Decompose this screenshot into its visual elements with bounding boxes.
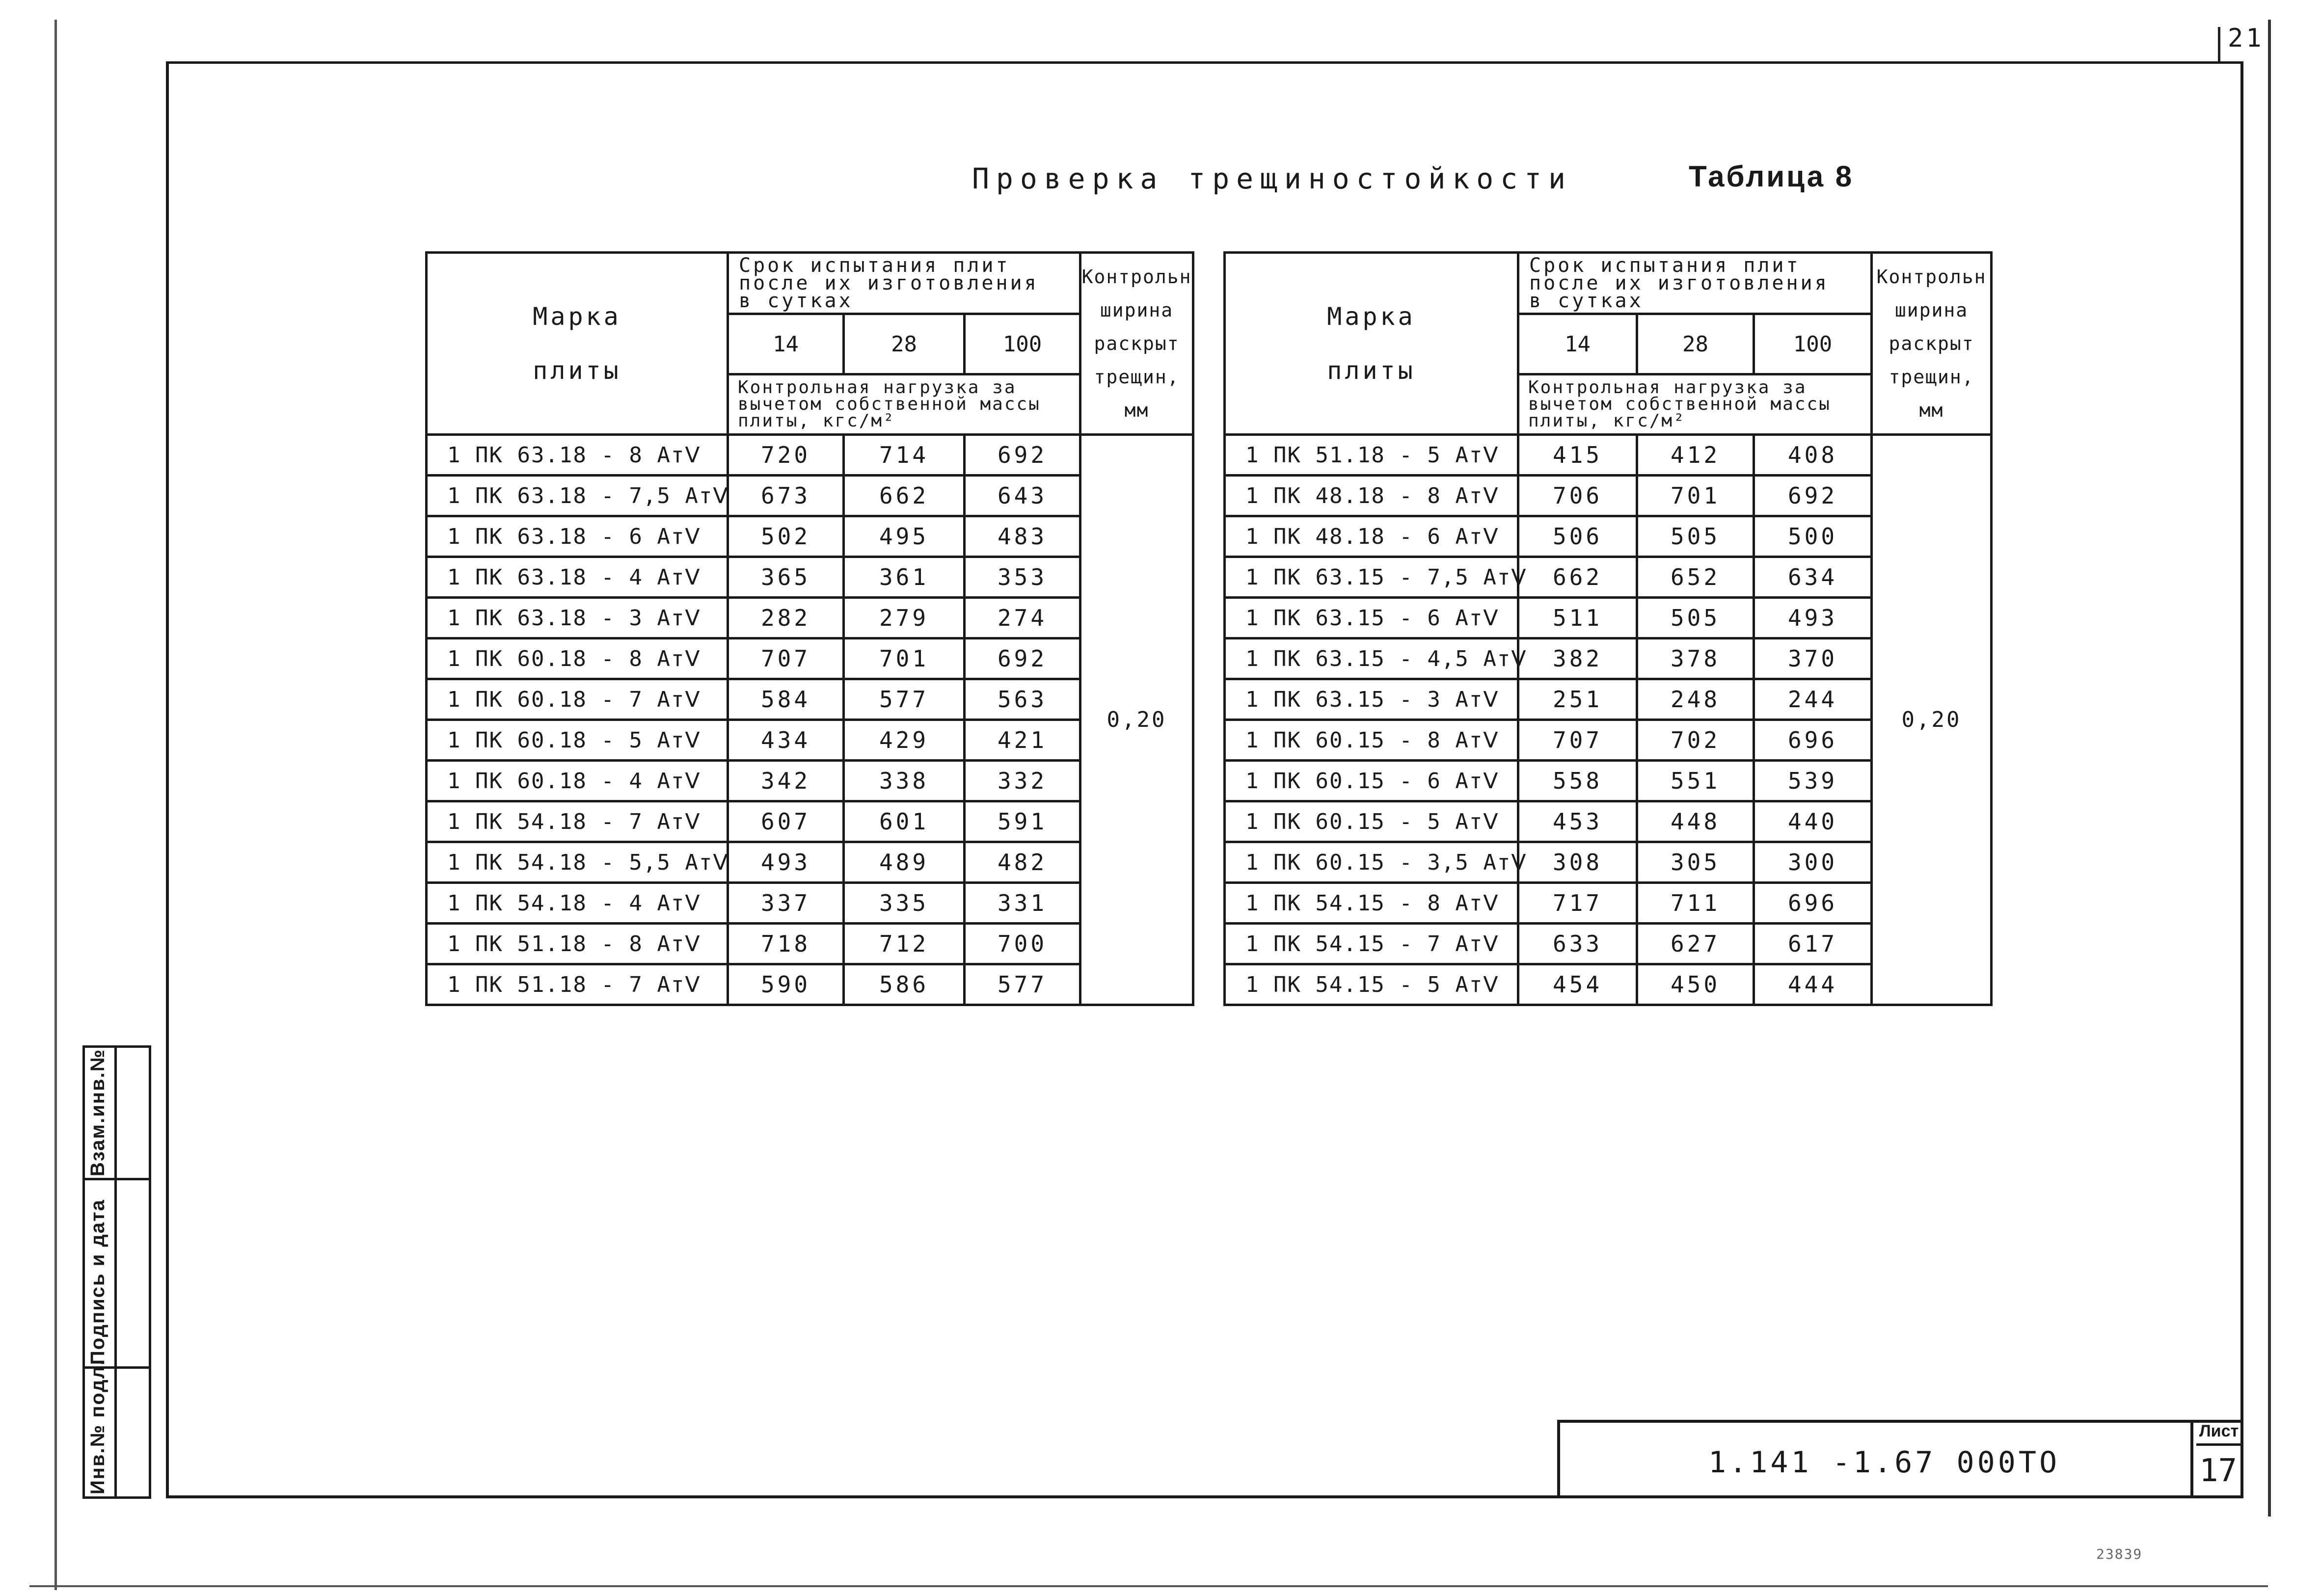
load-100-days: 444 [1754, 964, 1872, 1005]
load-28-days: 305 [1637, 842, 1754, 883]
table-row [427, 598, 1193, 638]
load-14-days: 706 [1518, 476, 1637, 516]
load-28-days: 505 [1637, 598, 1754, 638]
load-header [1518, 374, 1872, 435]
load-14-days: 415 [1518, 435, 1637, 476]
plate-mark: 1 ПК 60.15 - 8 АтⅤ [1225, 720, 1518, 761]
load-28-days: 248 [1637, 679, 1754, 720]
plate-mark: 1 ПК 63.15 - 7,5 АтⅤ [1225, 557, 1518, 598]
plate-mark: 1 ПК 54.18 - 5,5 АтⅤ [427, 842, 728, 883]
load-100-days: 353 [965, 557, 1080, 598]
load-14-days: 282 [728, 598, 844, 638]
load-28-days: 577 [844, 679, 965, 720]
load-28-days: 702 [1637, 720, 1754, 761]
load-100-days: 332 [965, 761, 1080, 801]
table-body-left [427, 435, 1193, 1005]
load-28-days: 701 [1637, 476, 1754, 516]
load-line1: Контрольная нагрузка за [738, 377, 1017, 398]
table-body-right [1225, 435, 1992, 1005]
corner-tick [2218, 27, 2220, 64]
mark-header-line2: плиты [1327, 356, 1416, 385]
table-row [427, 638, 1193, 679]
table-row [427, 516, 1193, 557]
load-28-days: 338 [844, 761, 965, 801]
load-14-days: 707 [728, 638, 844, 679]
period-header [1518, 253, 1872, 314]
load-28-days: 335 [844, 883, 965, 924]
plate-mark: 1 ПК 51.18 - 8 АтⅤ [427, 924, 728, 964]
crack-table-left [425, 251, 1194, 1006]
load-100-days: 700 [965, 924, 1080, 964]
load-28-days: 378 [1637, 638, 1754, 679]
plate-mark: 1 ПК 63.18 - 6 АтⅤ [427, 516, 728, 557]
table-row [427, 720, 1193, 761]
plate-mark: 1 ПК 54.18 - 7 АтⅤ [427, 801, 728, 842]
load-100-days: 617 [1754, 924, 1872, 964]
crack-width-value: 0,20 [1080, 435, 1193, 1005]
load-14-days: 502 [728, 516, 844, 557]
plate-mark: 1 ПК 60.18 - 5 АтⅤ [427, 720, 728, 761]
ctrl-line1: Контрольн [1081, 266, 1192, 288]
load-100-days: 300 [1754, 842, 1872, 883]
load-28-days: 448 [1637, 801, 1754, 842]
load-28-days: 586 [844, 964, 965, 1005]
replace-inv-label: Взам.инв.№ [87, 1048, 108, 1176]
load-14-days: 453 [1518, 801, 1637, 842]
header-row-1 [1225, 253, 1992, 314]
binding-sidebar [82, 1045, 151, 1499]
table-row [1225, 435, 1992, 476]
load-14-days: 434 [728, 720, 844, 761]
load-100-days: 483 [965, 516, 1080, 557]
table-row [427, 679, 1193, 720]
load-28-days: 489 [844, 842, 965, 883]
load-100-days: 408 [1754, 435, 1872, 476]
archive-mark: 23839 [2096, 1546, 2143, 1562]
table-row [427, 476, 1193, 516]
sheet-number: 17 [2199, 1453, 2238, 1489]
load-14-days: 454 [1518, 964, 1637, 1005]
load-100-days: 274 [965, 598, 1080, 638]
load-28-days: 662 [844, 476, 965, 516]
load-14-days: 308 [1518, 842, 1637, 883]
sidebar-cell-replace [85, 1048, 149, 1180]
load-28-days: 712 [844, 924, 965, 964]
load-line2: вычетом собственной массы [738, 394, 1041, 414]
plate-mark: 1 ПК 60.18 - 4 АтⅤ [427, 761, 728, 801]
load-100-days: 244 [1754, 679, 1872, 720]
load-header [728, 374, 1080, 435]
day-28-header: 28 [844, 314, 965, 374]
plate-mark: 1 ПК 48.18 - 6 АтⅤ [1225, 516, 1518, 557]
day-14-header: 14 [728, 314, 844, 374]
header-row-1 [427, 253, 1193, 314]
period-line1: Срок испытания плит [1529, 254, 1801, 277]
load-14-days: 718 [728, 924, 844, 964]
plate-mark: 1 ПК 51.18 - 5 АтⅤ [1225, 435, 1518, 476]
crack-width-header [1080, 253, 1193, 435]
load-28-days: 714 [844, 435, 965, 476]
period-line3: в сутках [739, 290, 853, 312]
load-14-days: 342 [728, 761, 844, 801]
sheet-label: Лист [2196, 1422, 2241, 1446]
load-28-days: 652 [1637, 557, 1754, 598]
load-14-days: 382 [1518, 638, 1637, 679]
plate-mark: 1 ПК 63.15 - 4,5 АтⅤ [1225, 638, 1518, 679]
load-28-days: 711 [1637, 883, 1754, 924]
ctrl-line2: ширина [1100, 299, 1174, 321]
load-28-days: 495 [844, 516, 965, 557]
load-14-days: 720 [728, 435, 844, 476]
plate-mark: 1 ПК 54.15 - 5 АтⅤ [1225, 964, 1518, 1005]
plate-mark: 1 ПК 60.15 - 6 АтⅤ [1225, 761, 1518, 801]
sheet-edge-right [2268, 20, 2271, 1516]
ctrl-line4: трещин, [1889, 366, 1974, 388]
load-14-days: 717 [1518, 883, 1637, 924]
load-14-days: 511 [1518, 598, 1637, 638]
load-28-days: 627 [1637, 924, 1754, 964]
mark-header-line1: Марка [1327, 302, 1416, 331]
load-line2: вычетом собственной массы [1528, 394, 1831, 414]
load-100-days: 493 [1754, 598, 1872, 638]
load-100-days: 500 [1754, 516, 1872, 557]
load-14-days: 493 [728, 842, 844, 883]
load-line3: плиты, кгс/м² [738, 411, 895, 431]
load-14-days: 584 [728, 679, 844, 720]
mark-header-line1: Марка [533, 302, 621, 331]
ctrl-line1: Контрольн [1876, 266, 1987, 288]
load-28-days: 505 [1637, 516, 1754, 557]
load-14-days: 673 [728, 476, 844, 516]
load-100-days: 643 [965, 476, 1080, 516]
period-line3: в сутках [1529, 290, 1644, 312]
load-100-days: 591 [965, 801, 1080, 842]
plate-mark: 1 ПК 51.18 - 7 АтⅤ [427, 964, 728, 1005]
inv-no-label: Инв.№ подл. [87, 1358, 108, 1494]
load-100-days: 577 [965, 964, 1080, 1005]
ctrl-line4: трещин, [1094, 366, 1180, 388]
load-line1: Контрольная нагрузка за [1528, 377, 1807, 398]
load-100-days: 421 [965, 720, 1080, 761]
plate-mark: 1 ПК 63.18 - 8 АтⅤ [427, 435, 728, 476]
plate-mark: 1 ПК 60.18 - 8 АтⅤ [427, 638, 728, 679]
load-14-days: 662 [1518, 557, 1637, 598]
load-100-days: 331 [965, 883, 1080, 924]
load-14-days: 633 [1518, 924, 1637, 964]
load-100-days: 563 [965, 679, 1080, 720]
load-14-days: 365 [728, 557, 844, 598]
plate-mark: 1 ПК 60.15 - 3,5 АтⅤ [1225, 842, 1518, 883]
load-28-days: 601 [844, 801, 965, 842]
load-14-days: 607 [728, 801, 844, 842]
load-100-days: 482 [965, 842, 1080, 883]
plate-mark: 1 ПК 63.18 - 3 АтⅤ [427, 598, 728, 638]
load-100-days: 696 [1754, 883, 1872, 924]
load-28-days: 429 [844, 720, 965, 761]
period-line1: Срок испытания плит [739, 254, 1010, 277]
plate-mark: 1 ПК 48.18 - 8 АтⅤ [1225, 476, 1518, 516]
plate-mark: 1 ПК 60.18 - 7 АтⅤ [427, 679, 728, 720]
sheet-edge-left [54, 20, 57, 1590]
document-code: 1.141 -1.67 000ТО [1708, 1445, 2060, 1480]
plate-mark: 1 ПК 54.15 - 7 АтⅤ [1225, 924, 1518, 964]
table-row [427, 964, 1193, 1005]
plate-mark: 1 ПК 54.15 - 8 АтⅤ [1225, 883, 1518, 924]
plate-mark: 1 ПК 60.15 - 5 АтⅤ [1225, 801, 1518, 842]
page-title: Проверка трещиностойкости [972, 162, 1572, 195]
crack-width-value: 0,20 [1872, 435, 1992, 1005]
mark-header [1225, 253, 1518, 435]
sheet-edge-bottom [29, 1585, 2268, 1587]
table-row [427, 557, 1193, 598]
load-28-days: 450 [1637, 964, 1754, 1005]
day-100-header: 100 [1754, 314, 1872, 374]
mark-header [427, 253, 728, 435]
day-28-header: 28 [1637, 314, 1754, 374]
plate-mark: 1 ПК 63.18 - 4 АтⅤ [427, 557, 728, 598]
ctrl-line5: мм [1919, 399, 1944, 421]
load-28-days: 279 [844, 598, 965, 638]
load-100-days: 440 [1754, 801, 1872, 842]
load-100-days: 692 [965, 638, 1080, 679]
load-28-days: 412 [1637, 435, 1754, 476]
load-14-days: 506 [1518, 516, 1637, 557]
crack-width-header [1872, 253, 1992, 435]
ctrl-line5: мм [1124, 399, 1149, 421]
plate-mark: 1 ПК 63.15 - 3 АтⅤ [1225, 679, 1518, 720]
day-100-header: 100 [965, 314, 1080, 374]
load-28-days: 701 [844, 638, 965, 679]
load-14-days: 558 [1518, 761, 1637, 801]
mark-header-line2: плиты [533, 356, 621, 385]
load-100-days: 634 [1754, 557, 1872, 598]
ctrl-line3: раскрыт [1094, 333, 1180, 354]
load-14-days: 707 [1518, 720, 1637, 761]
ctrl-line3: раскрыт [1889, 333, 1974, 354]
load-14-days: 251 [1518, 679, 1637, 720]
load-100-days: 539 [1754, 761, 1872, 801]
load-14-days: 590 [728, 964, 844, 1005]
load-100-days: 692 [965, 435, 1080, 476]
table-row [427, 842, 1193, 883]
table-row [427, 883, 1193, 924]
load-100-days: 692 [1754, 476, 1872, 516]
table-row [427, 435, 1193, 476]
table-row [427, 924, 1193, 964]
load-100-days: 696 [1754, 720, 1872, 761]
load-line3: плиты, кгс/м² [1528, 411, 1686, 431]
day-14-header: 14 [1518, 314, 1637, 374]
period-header [728, 253, 1080, 314]
ctrl-line2: ширина [1894, 299, 1969, 321]
load-28-days: 361 [844, 557, 965, 598]
period-line2: после их изготовления [1529, 272, 1829, 294]
plate-mark: 1 ПК 63.15 - 6 АтⅤ [1225, 598, 1518, 638]
sidebar-cell-signature [85, 1180, 149, 1369]
table-label: Таблица 8 [1689, 160, 1854, 193]
crack-table-right [1223, 251, 1993, 1006]
load-100-days: 370 [1754, 638, 1872, 679]
table-row [427, 761, 1193, 801]
plate-mark: 1 ПК 54.18 - 4 АтⅤ [427, 883, 728, 924]
plate-mark: 1 ПК 63.18 - 7,5 АтⅤ [427, 476, 728, 516]
sidebar-cell-inv [85, 1358, 149, 1497]
signature-date-label: Подпись и дата [87, 1199, 108, 1365]
load-28-days: 551 [1637, 761, 1754, 801]
table-row [427, 801, 1193, 842]
load-14-days: 337 [728, 883, 844, 924]
period-line2: после их изготовления [739, 272, 1039, 294]
corner-number: 21 [2228, 24, 2265, 53]
